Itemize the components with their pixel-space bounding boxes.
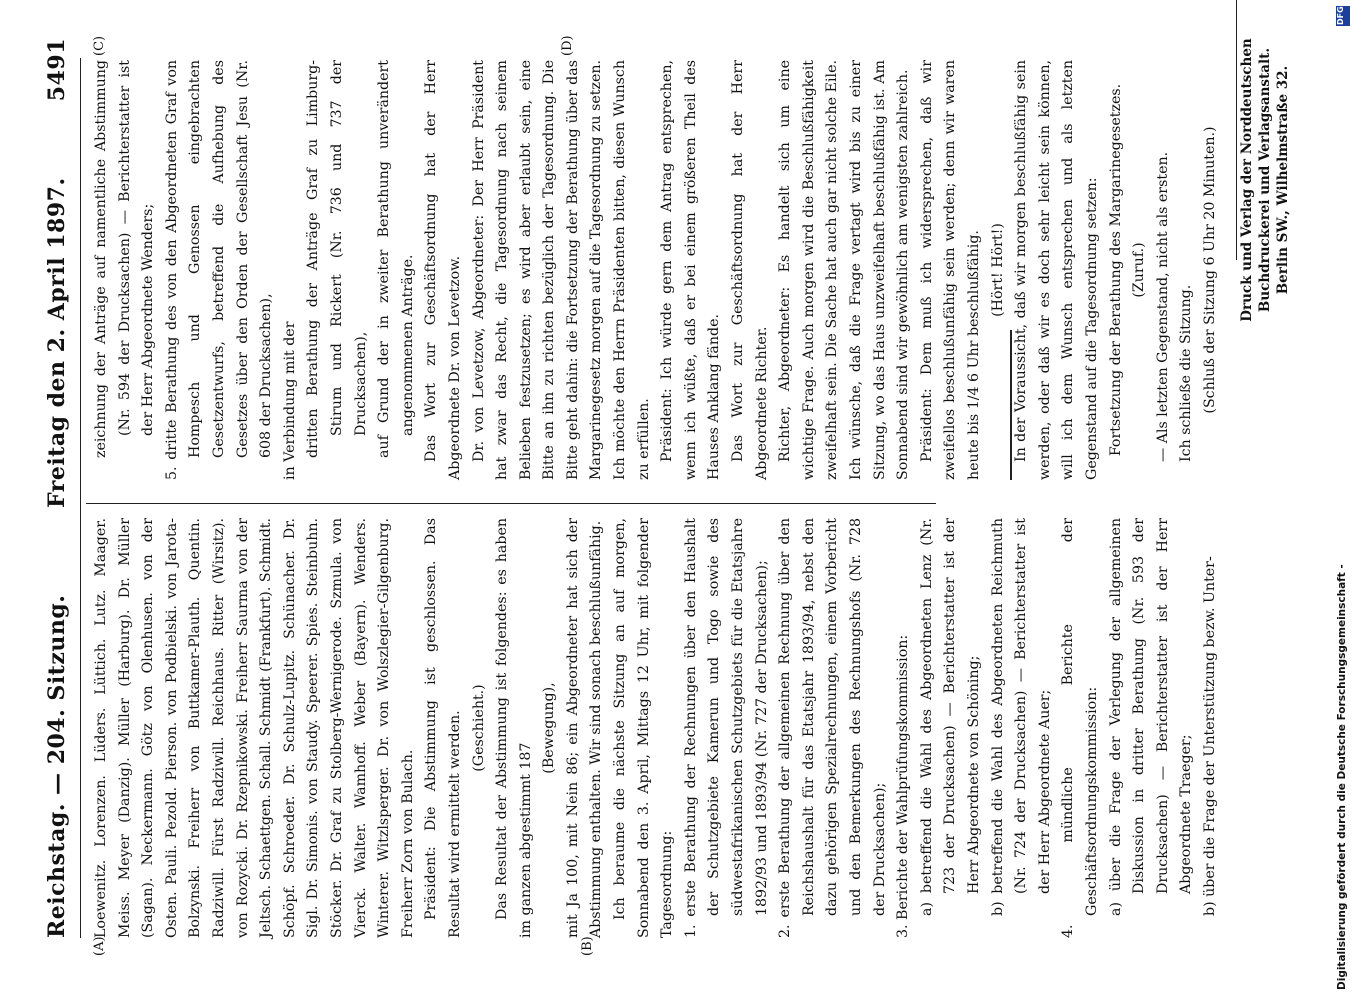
agenda-subitem: zeichnung der Anträge auf namentliche Abstimmung (Nr. 594 der Drucksachen) — Berichterstatter ist der Herr Abgeordnete Wenders; (93, 60, 157, 458)
agenda-item: 1. erste Berathung der Rechnungen über den Haushalt der Schutzgebiete Kamerun und Togo sowie des südwestafrikanischen Schutzgebiets für die Etatsjahre 1892/93 und 1893/94 (Nr. 727 der Drucksachen); (682, 518, 770, 938)
paragraph: In der Voraussicht, daß wir morgen beschlußfähig sein werden, oder daß wir es doch sehr leicht sein können, will ich dem Wunsch entsprechen und als letzten Gegenstand auf die Tagesordnung setzen: (1013, 60, 1100, 480)
agenda-subitem: b) über die Frage der Unterstützung bezw. Unter- (1201, 556, 1218, 916)
roll-call-names: Loewenitz. Lorenzen. Lüders. Lüttich. Lutz. Maager. Meiss. Meyer (Danzig). Müller (Harburg). Dr. Müller (Sagan). Neckermann. Götz von Olenhusen. von der Osten. Pauli. Pezold. Pierson. von Podbielski. von Jarota-Bolzynski. Freiherr von Buttkamer-Plauth. Quentin. Radziwill. Fürst Radziwill. Reichhaus. Ritter (Wirsitz). von Rozycki. Dr. Rzepnikowski. Freiherr Saurma von der Jeltsch. Schaettgen. Schall. Schmidt (Frankfurt). Schmidt. Schöpf. Schroeder. Dr. Schulz-Lupitz. Schünacher. Dr. Sigl. Dr. Simonis. von Staudy. Speerer. Spies. Steinbuhn. Stöcker. Dr. Graf zu Stolberg-Wernigerode. Szmula. von Vierck. Walter. Wamhoff. Weber (Bayern). Wenders. Winterer. Witzlsperger. Dr. von Wolszlegier-Gilgenburg. Freiherr Zorn von Bulach. (93, 518, 416, 938)
right-column (90, 60, 1223, 480)
agenda-item: 4. mündliche Berichte der Geschäftsordnungskommission: (1060, 518, 1100, 938)
agenda-subitem: a) betreffend die Wahl des Abgeordneten Lenz (Nr. 723 der Drucksachen) — Berichterstatter ist der Herr Abgeordnete von Schöning; (918, 518, 982, 916)
imprint (1238, 0, 1292, 360)
page-number: 5491 (44, 38, 70, 102)
page-header (40, 38, 76, 938)
paragraph: mit Ja 100, mit Nein 86; ein Abgeordneter hat sich der Abstimmung enthalten. Wir sind sonach beschlußunfähig. (564, 518, 605, 938)
paragraph: — Als letzten Gegenstand, nicht als ersten. (1154, 151, 1171, 462)
paragraph: Ich beraume die nächste Sitzung an auf morgen, Sonnabend den 3. April, Mittags 12 Uhr, mit folgender Tagesordnung: (612, 518, 676, 938)
paragraph: in Verbindung mit der (281, 321, 298, 480)
margin-mark-d: (D) (560, 35, 575, 56)
agenda-subitem: dritten Berathung der Anträge Graf zu Limburg-Stirum und Rickert (Nr. 736 und 737 der Drucksachen), (305, 60, 369, 458)
agenda-item: Fortsetzung der Berathung des Margarinegesetzes. (1107, 83, 1124, 457)
imprint-line-1: Druck und Verlag der Norddeutschen Buchdruckerei und Verlagsanstalt. (1239, 38, 1273, 322)
imprint-rule (1236, 0, 1237, 260)
paragraph: Ich schließe die Sitzung. (1178, 284, 1195, 462)
speech: Dr. von Levetzow, Abgeordneter: Der Herr Präsident hat zwar das Recht, die Tagesordnung nach seinem Belieben festzusetzen; es wird aber erlaubt sein, eine Bitte an ihn zu richten bezüglich der Tagesordnung. Die Bitte geht dahin: die Fortsetzung der Berathung über das Margarinegesetz morgen auf die Tagesordnung zu setzen. Ich möchte den Herrn Präsidenten bitten, diesen Wunsch zu erfüllen. (470, 60, 652, 480)
stage-direction: (Zuruf.) (1131, 242, 1148, 298)
header-center: Freitag den 2. April 1897. (44, 177, 70, 508)
dfg-logo: DFG (1336, 6, 1350, 26)
header-rule (80, 58, 81, 938)
paragraph: Das Resultat der Abstimmung ist folgendes: es haben im ganzen abgestimmt 187 (494, 518, 534, 938)
margin-mark-c: (C) (92, 35, 107, 56)
imprint-line-2: Berlin SW., Wilhelmstraße 32. (1275, 65, 1291, 295)
closing-note: (Schluß der Sitzung 6 Uhr 20 Minuten.) (1201, 126, 1218, 414)
agenda-subitem: a) über die Frage der Verlegung der allgemeinen Diskussion in dritter Berathung (Nr. 593 der Drucksachen) — Berichterstatter ist der Herr Abgeordnete Traeger; (1107, 518, 1195, 916)
digitization-note: Digitalisierung gefördert durch die Deutsche Forschungsgemeinschaft - (1336, 564, 1348, 990)
speech: Präsident: Ich würde gern dem Antrag entsprechen, wenn ich wüßte, daß er bei einem größeren Theil des Hauses Anklang fände. (659, 60, 723, 480)
margin-mark-a: (A) (92, 936, 107, 956)
paragraph: Das Wort zur Geschäftsordnung hat der Herr Abgeordnete Richter. (730, 60, 770, 480)
speech: Richter, Abgeordneter: Es handelt sich um eine wichtige Frage. Auch morgen wird die Beschlußfähigkeit zweifelhaft sein. Die Sache hat auch gar nicht solche Eile. Ich wünsche, daß die Frage vertagt wird bis zu einer Sitzung, wo das Haus unzweifelhaft beschlußfähig ist. Am Sonnabend sind wir gewöhnlich am wenigsten zahlreich. (777, 60, 912, 480)
column-divider (86, 503, 936, 504)
agenda-item: 2. erste Berathung der allgemeinen Rechnung über den Reichshaushalt für das Etatsjahr 1893/94, nebst den dazu gehörigen Spezialrechnungen, einem Vorbericht und den Bemerkungen des Rechnungshofs (Nr. 728 der Drucksachen); (777, 518, 888, 938)
speech: Präsident: Dem muß ich widersprechen, daß wir zweifellos beschlußunfähig sein werden; denn wir waren heute bis 1/4 6 Uhr beschlußfähig. (918, 60, 982, 480)
stage-direction: (Bewegung), (541, 682, 558, 774)
left-column (90, 518, 1223, 938)
agenda-subitem: b) betreffend die Wahl des Abgeordneten Reichmuth (Nr. 724 der Drucksachen) — Berichterstatter ist der Herr Abgeordnete Auer; (989, 518, 1053, 916)
stage-direction: (Geschieht.) (470, 684, 487, 772)
section-rule (1010, 330, 1012, 480)
margin-mark-b: (B) (580, 936, 595, 956)
paragraph: Präsident: Die Abstimmung ist geschlossen. Das Resultat wird ermittelt werden. (423, 518, 463, 938)
agenda-item: 3. Berichte der Wahlprüfungskommission: (895, 634, 912, 938)
agenda-subitem: auf Grund der in zweiter Berathung unverändert angenommenen Anträge. (376, 60, 416, 458)
paragraph: Das Wort zur Geschäftsordnung hat der Herr Abgeordnete Dr. von Levetzow. (423, 60, 463, 480)
header-left: Reichstag. — 204. Sitzung. (44, 594, 70, 938)
stage-direction: (Hört! Hört!) (989, 223, 1006, 317)
agenda-item: 5. dritte Berathung des von den Abgeordneten Graf von Hompesch und Genossen eingebrachten Gesetzentwurfs, betreffend die Aufhebung des Gesetzes über den Orden der Gesellschaft Jesu (Nr. 608 der Drucksachen), (163, 60, 275, 480)
